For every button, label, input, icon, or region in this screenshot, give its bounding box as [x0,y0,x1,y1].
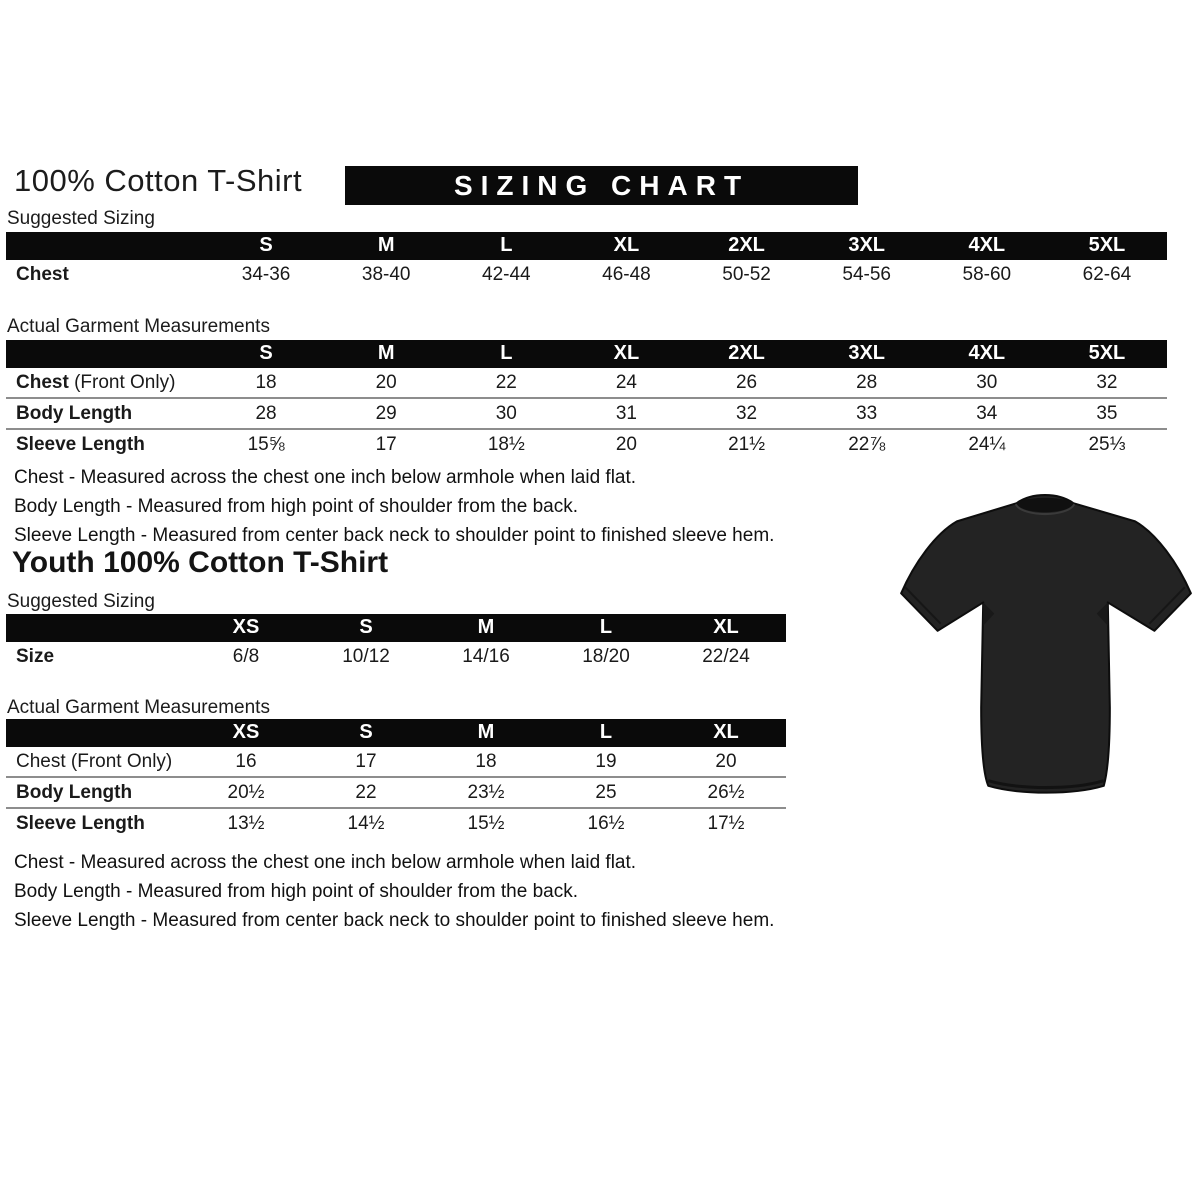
table-row [6,747,786,777]
table-row [6,429,1167,459]
cell: 20½ [186,777,306,808]
page-title: 100% Cotton T-Shirt [14,163,303,198]
header-row [6,719,786,747]
cell: 6/8 [232,646,260,667]
cell: 50-52 [722,264,771,285]
cell: 30 [446,398,566,429]
row-label [6,747,186,777]
cell: 18 [475,751,497,772]
cell: 32 [1096,372,1118,393]
cell: 14½ [306,808,426,838]
cell: 25⅓ [1047,429,1167,459]
youth-section-title: Youth 100% Cotton T-Shirt [12,546,389,579]
cell: 58-60 [962,264,1012,285]
cell: 22/24 [702,646,750,667]
cell: 20 [566,429,686,459]
cell: 15⅝ [206,429,326,459]
cell: 42-44 [482,264,531,285]
header-corner [6,232,206,260]
cell: 18½ [446,429,566,459]
column-header-4xl: 4XL [927,340,1047,368]
column-header-l: L [546,614,666,642]
column-header-l: L [446,340,566,368]
cell: 35 [1047,398,1167,429]
row-label-suffix: (Front Only) [68,372,176,393]
row-label [6,808,186,838]
header-corner [6,614,186,642]
cell: 24¼ [927,429,1047,459]
column-header-m: M [426,614,546,642]
column-header-xl: XL [666,614,786,642]
table-row [6,642,786,671]
note-sleeve-length: Sleeve Length - Measured from center back neck to shoulder point to finished sleeve hem. [14,525,775,546]
header-corner [6,719,186,747]
cell: 38-40 [361,264,411,285]
cell: 15½ [426,808,546,838]
column-header-s: S [306,614,426,642]
cell: 21½ [687,429,807,459]
column-header-m: M [426,719,546,747]
column-header-xl: XL [566,340,686,368]
adult-actual-measurements-label: Actual Garment Measurements [7,316,270,337]
youth-measurement-notes [14,848,774,935]
column-header-4xl: 4XL [927,232,1047,260]
cell: 22⅞ [807,429,927,459]
row-label-text: Sleeve Length [16,434,145,455]
row-label [6,398,206,429]
youth-suggested-sizing-label: Suggested Sizing [7,591,155,612]
header-corner [6,340,206,368]
row-label [6,260,206,289]
cell: 16 [235,751,257,772]
cell: 30 [976,372,998,393]
note-chest: Chest - Measured across the chest one inch below armhole when laid flat. [14,852,637,873]
row-label [6,368,206,398]
sizing-chart-banner: SIZING CHART [345,166,858,205]
column-header-5xl: 5XL [1047,232,1167,260]
cell: 17½ [666,808,786,838]
row-label-text: Chest [16,372,69,393]
cell: 32 [687,398,807,429]
row-label-text: Body Length [16,403,133,424]
cell: 54-56 [842,264,891,285]
cell: 18/20 [582,646,630,667]
cell: 23½ [426,777,546,808]
youth-actual-measurements-label: Actual Garment Measurements [7,697,270,718]
column-header-m: M [326,232,446,260]
note-body-length: Body Length - Measured from high point of shoulder from the back. [14,881,578,902]
column-header-5xl: 5XL [1047,340,1167,368]
column-header-2xl: 2XL [687,232,807,260]
column-header-l: L [446,232,566,260]
column-header-m: M [326,340,446,368]
cell: 26 [735,372,758,393]
row-label-text: Body Length [16,782,133,803]
youth-suggested-sizing-table [6,614,786,671]
cell: 17 [326,429,446,459]
column-header-l: L [546,719,666,747]
cell: 24 [615,372,637,393]
cell: 19 [595,751,617,772]
cell: 18 [255,372,277,393]
header-row [6,614,786,642]
note-sleeve-length: Sleeve Length - Measured from center back neck to shoulder point to finished sleeve hem. [14,910,775,931]
cell: 22 [306,777,426,808]
cell: 31 [566,398,686,429]
adult-suggested-sizing-table [6,232,1167,289]
cell: 13½ [186,808,306,838]
row-label-text: Sleeve Length [16,813,145,834]
cell: 25 [546,777,666,808]
cell: 28 [206,398,326,429]
cell: 62-64 [1082,264,1132,285]
adult-measurement-notes [14,463,774,550]
cell: 17 [355,751,377,772]
cell: 10/12 [342,646,390,667]
cell: 16½ [546,808,666,838]
table-row [6,398,1167,429]
header-row [6,340,1167,368]
cell: 20 [715,751,737,772]
youth-actual-measurements-table [6,719,786,838]
row-label-text: Size [16,646,55,667]
table-row [6,808,786,838]
cell: 22 [495,372,517,393]
row-label-text: Chest (Front Only) [16,751,173,772]
row-label [6,642,186,671]
column-header-3xl: 3XL [807,340,927,368]
cell: 14/16 [462,646,510,667]
cell: 26½ [666,777,786,808]
adult-suggested-sizing-label: Suggested Sizing [7,208,155,229]
row-label [6,429,206,459]
column-header-2xl: 2XL [687,340,807,368]
note-body-length: Body Length - Measured from high point of shoulder from the back. [14,496,578,517]
column-header-3xl: 3XL [807,232,927,260]
row-label [6,777,186,808]
row-label-text: Chest [16,264,69,285]
column-header-s: S [206,232,326,260]
tshirt-photo [893,490,1197,802]
table-row [6,777,786,808]
column-header-xl: XL [566,232,686,260]
adult-actual-measurements-table [6,340,1167,459]
column-header-xs: XS [186,719,306,747]
note-chest: Chest - Measured across the chest one inch below armhole when laid flat. [14,467,637,488]
cell: 33 [807,398,927,429]
column-header-xs: XS [186,614,306,642]
cell: 34-36 [241,264,291,285]
table-row [6,260,1167,289]
cell: 29 [326,398,446,429]
header-row [6,232,1167,260]
black-tshirt-graphic [893,490,1197,802]
cell: 46-48 [602,264,651,285]
cell: 20 [375,372,397,393]
column-header-s: S [306,719,426,747]
column-header-s: S [206,340,326,368]
cell: 34 [927,398,1047,429]
column-header-xl: XL [666,719,786,747]
table-row [6,368,1167,398]
cell: 28 [856,372,878,393]
